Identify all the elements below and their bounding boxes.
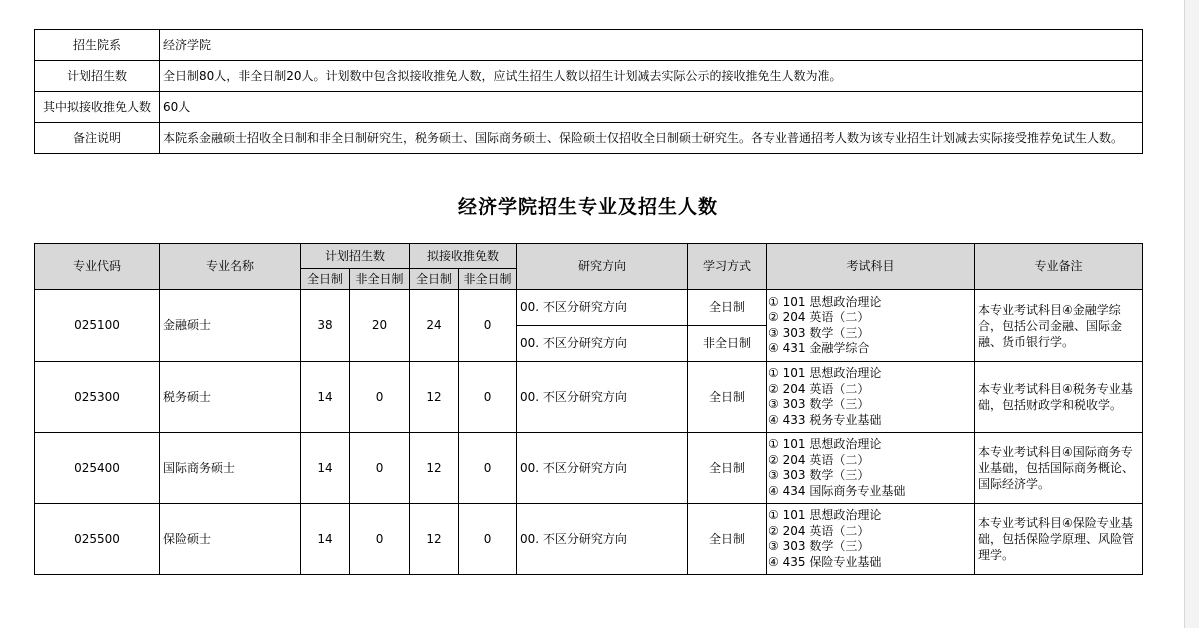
research-direction: 00. 不区分研究方向 (517, 362, 688, 433)
rec-part: 0 (459, 290, 517, 362)
header-note: 专业备注 (975, 244, 1143, 290)
info-label: 计划招生数 (35, 61, 160, 92)
info-value: 经济学院 (160, 30, 1143, 61)
exam-subject: ② 204 英语（二） (768, 452, 870, 467)
info-label: 备注说明 (35, 123, 160, 154)
rec-part: 0 (459, 362, 517, 433)
info-value: 全日制80人，非全日制20人。计划数中包含拟接收推免人数，应试生招生人数以招生计划减去实际公示的接收推免生人数为准。 (160, 61, 1143, 92)
major-name: 国际商务硕士 (160, 433, 301, 504)
rec-full: 12 (410, 362, 459, 433)
plan-full: 14 (301, 433, 350, 504)
header-rec-part: 非全日制 (459, 269, 517, 290)
research-direction: 00. 不区分研究方向 (517, 326, 688, 362)
exam-subjects (767, 290, 975, 362)
exam-subject: ② 204 英语（二） (768, 310, 870, 324)
exam-subject: ③ 303 数学（三） (768, 539, 870, 553)
table-row (35, 504, 1143, 575)
header-direction: 研究方向 (517, 244, 688, 290)
exam-subject: ④ 431 金融学综合 (768, 341, 870, 355)
study-mode: 全日制 (688, 433, 767, 504)
info-label: 招生院系 (35, 30, 160, 61)
research-direction: 00. 不区分研究方向 (517, 433, 688, 504)
header-code: 专业代码 (35, 244, 160, 290)
exam-subject: ① 101 思想政治理论 (768, 437, 882, 451)
exam-subject: ① 101 思想政治理论 (768, 294, 882, 309)
department-info-table (34, 29, 1143, 154)
plan-full: 14 (301, 362, 350, 433)
plan-part: 0 (350, 504, 410, 575)
majors-table (34, 243, 1143, 575)
exam-subject: ① 101 思想政治理论 (768, 366, 882, 380)
exam-subject: ④ 434 国际商务专业基础 (768, 483, 906, 498)
study-mode: 全日制 (688, 362, 767, 433)
exam-subject: ④ 433 税务专业基础 (768, 412, 882, 427)
plan-part: 0 (350, 362, 410, 433)
exam-subject: ④ 435 保险专业基础 (768, 554, 882, 569)
exam-subjects (767, 433, 975, 504)
plan-part: 0 (350, 433, 410, 504)
major-code: 025400 (35, 433, 160, 504)
rec-full: 12 (410, 504, 459, 575)
header-plan-full: 全日制 (301, 269, 350, 290)
rec-part: 0 (459, 504, 517, 575)
info-row (35, 30, 1143, 61)
major-note: 本专业考试科目④保险专业基础，包括保险学原理、风险管理学。 (975, 504, 1143, 575)
rec-full: 12 (410, 433, 459, 504)
major-code: 025500 (35, 504, 160, 575)
research-direction: 00. 不区分研究方向 (517, 290, 688, 326)
header-mode: 学习方式 (688, 244, 767, 290)
plan-part: 20 (350, 290, 410, 362)
header-name: 专业名称 (160, 244, 301, 290)
exam-subject: ③ 303 数学（三） (768, 397, 870, 411)
major-note: 本专业考试科目④金融学综合，包括公司金融、国际金融、货币银行学。 (975, 290, 1143, 362)
exam-subjects (767, 504, 975, 575)
study-mode: 非全日制 (688, 326, 767, 362)
info-row (35, 123, 1143, 154)
rec-full: 24 (410, 290, 459, 362)
exam-subject: ① 101 思想政治理论 (768, 508, 882, 522)
header-row (35, 244, 1143, 269)
table-row (35, 290, 1143, 326)
exam-subject: ③ 303 数学（三） (768, 325, 870, 340)
study-mode: 全日制 (688, 290, 767, 326)
section-title: 经济学院招生专业及招生人数 (457, 196, 718, 218)
exam-subject: ③ 303 数学（三） (768, 468, 870, 482)
plan-full: 38 (301, 290, 350, 362)
major-note: 本专业考试科目④国际商务专业基础，包括国际商务概论、国际经济学。 (975, 433, 1143, 504)
vertical-scrollbar[interactable] (1184, 0, 1199, 628)
rec-part: 0 (459, 433, 517, 504)
header-subjects: 考试科目 (767, 244, 975, 290)
info-value: 60人 (160, 92, 1143, 123)
header-plan-part: 非全日制 (350, 269, 410, 290)
header-plan: 计划招生数 (301, 244, 410, 269)
plan-full: 14 (301, 504, 350, 575)
table-row (35, 433, 1143, 504)
major-name: 保险硕士 (160, 504, 301, 575)
header-rec-full: 全日制 (410, 269, 459, 290)
major-name: 税务硕士 (160, 362, 301, 433)
header-recommend: 拟接收推免数 (410, 244, 517, 269)
info-row (35, 92, 1143, 123)
exam-subject: ② 204 英语（二） (768, 381, 870, 396)
info-row (35, 61, 1143, 92)
major-code: 025300 (35, 362, 160, 433)
info-label: 其中拟接收推免人数 (35, 92, 160, 123)
info-value: 本院系金融硕士招收全日制和非全日制研究生，税务硕士、国际商务硕士、保险硕士仅招收全日制硕士研究生。各专业普通招考人数为该专业招生计划减去实际接受推荐免试生人数。 (160, 123, 1143, 154)
study-mode: 全日制 (688, 504, 767, 575)
research-direction: 00. 不区分研究方向 (517, 504, 688, 575)
exam-subject: ② 204 英语（二） (768, 523, 870, 538)
table-row (35, 362, 1143, 433)
major-note: 本专业考试科目④税务专业基础，包括财政学和税收学。 (975, 362, 1143, 433)
major-name: 金融硕士 (160, 290, 301, 362)
major-code: 025100 (35, 290, 160, 362)
exam-subjects (767, 362, 975, 433)
